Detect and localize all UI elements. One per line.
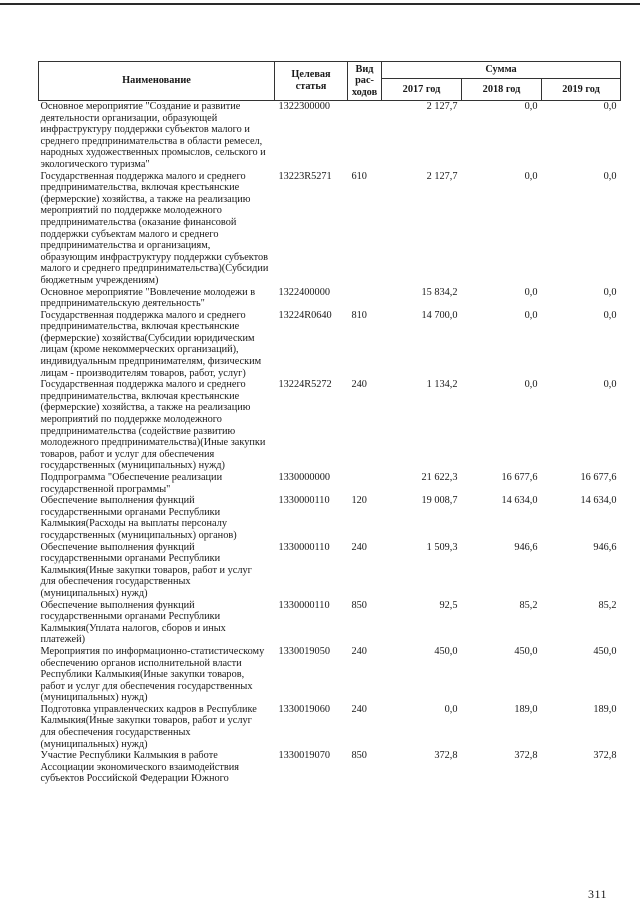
row-sum-2017: 2 127,7 bbox=[426, 170, 458, 182]
row-expense-type: 240 bbox=[351, 645, 367, 657]
row-sum-2018: 372,8 bbox=[514, 750, 538, 762]
row-sum-2017: 92,5 bbox=[439, 599, 458, 611]
row-target-code: 13224R0640 bbox=[278, 309, 332, 321]
row-expense-type bbox=[348, 287, 382, 310]
row-expense-type bbox=[348, 101, 382, 171]
row-sum-2018: 85,2 bbox=[519, 599, 538, 611]
row-sum-2018: 0,0 bbox=[524, 309, 538, 321]
budget-page bbox=[38, 61, 620, 785]
table-row bbox=[39, 495, 621, 541]
row-name: Обеспечение выполнения функций государственными органами Республики Калмыкия(Расходы на выплаты персоналу государственных (муниципальных) органов) bbox=[40, 495, 237, 541]
row-name: Обеспечение выполнения функций государственными органами Республики Калмыкия(Иные закупки товаров, работ и услуг для обеспечения государственных (муниципальных) нужд) bbox=[40, 541, 252, 599]
row-sum-2017: 372,8 bbox=[434, 750, 458, 762]
header-year-2018: 2018 год bbox=[462, 79, 542, 101]
row-name: Обеспечение выполнения функций государственными органами Республики Калмыкия(Уплата налогов, сборов и иных платежей) bbox=[40, 599, 226, 646]
row-sum-2017: 1 134,2 bbox=[426, 379, 458, 391]
row-name: Государственная поддержка малого и среднего предпринимательства, включая крестьянские (фермерские) хозяйства(Субсидии юридическим лицам (кроме некоммерческих организаций), индивидуальным предпринимателям, физическим лицам - производителям товаров, работ, услуг) bbox=[40, 309, 262, 379]
scan-top-border bbox=[0, 3, 640, 5]
table-row bbox=[39, 287, 621, 310]
row-sum-2018: 450,0 bbox=[514, 645, 538, 657]
row-name: Подготовка управленческих кадров в Республике Калмыкия(Иные закупки товаров, работ и услуг для обеспечения государственных (муниципальных) нужд) bbox=[40, 703, 257, 750]
row-sum-2019: 0,0 bbox=[603, 101, 617, 112]
row-sum-2019: 189,0 bbox=[593, 703, 617, 715]
row-sum-2019: 0,0 bbox=[603, 286, 617, 298]
header-year-2017: 2017 год bbox=[382, 79, 462, 101]
row-expense-type: 240 bbox=[351, 703, 367, 715]
header-code: Целевая статья bbox=[275, 62, 348, 101]
row-sum-2019: 85,2 bbox=[598, 599, 617, 611]
row-sum-2018: 14 634,0 bbox=[501, 495, 538, 507]
row-sum-2018: 0,0 bbox=[524, 379, 538, 391]
row-expense-type: 810 bbox=[351, 309, 367, 321]
row-expense-type bbox=[348, 472, 382, 495]
row-expense-type: 610 bbox=[351, 170, 367, 182]
row-sum-2018: 0,0 bbox=[524, 170, 538, 182]
row-name: Подпрограмма "Обеспечение реализации государственной программы" bbox=[40, 472, 223, 495]
row-name: Государственная поддержка малого и среднего предпринимательства, включая крестьянские (фермерские) хозяйства, а также на реализацию мероприятий по поддержке молодежного предпринимательства (содействие развитию молодежного предпринимательства)(Иные закупки товаров, работ и услуг для обеспечения государственных (муниципальных) нужд) bbox=[40, 379, 266, 472]
row-sum-2018: 16 677,6 bbox=[501, 472, 538, 483]
row-target-code: 1330019060 bbox=[278, 703, 330, 715]
row-sum-2017: 14 700,0 bbox=[421, 309, 458, 321]
row-name: Мероприятия по информационно-статистическому обеспечению органов исполнительной власти Республики Калмыкия(Иные закупки товаров, работ и услуг для обеспечения государственных (муниципальных) нужд) bbox=[40, 645, 265, 704]
row-target-code: 13224R5272 bbox=[278, 379, 332, 391]
row-target-code: 1330000110 bbox=[278, 599, 330, 611]
row-expense-type: 240 bbox=[351, 379, 367, 391]
row-expense-type: 850 bbox=[351, 750, 367, 762]
row-sum-2017: 450,0 bbox=[434, 645, 458, 657]
row-sum-2018: 946,6 bbox=[514, 541, 538, 553]
header-type: Вид рас-ходов bbox=[348, 62, 382, 101]
row-sum-2019: 14 634,0 bbox=[580, 495, 617, 507]
row-name: Основное мероприятие "Вовлечение молодежи в предпринимательскую деятельность" bbox=[40, 286, 256, 310]
row-sum-2019: 0,0 bbox=[603, 309, 617, 321]
budget-table bbox=[38, 61, 621, 785]
row-target-code: 1330000110 bbox=[278, 541, 330, 553]
row-sum-2017: 15 834,2 bbox=[421, 286, 458, 298]
row-sum-2018: 189,0 bbox=[514, 703, 538, 715]
row-target-code: 13223R5271 bbox=[278, 170, 332, 182]
row-sum-2019: 0,0 bbox=[603, 379, 617, 391]
table-row bbox=[39, 750, 621, 785]
header-sum: Сумма bbox=[382, 62, 621, 79]
row-expense-type: 120 bbox=[351, 495, 367, 507]
row-sum-2019: 16 677,6 bbox=[580, 472, 617, 483]
page-number: 311 bbox=[588, 887, 608, 901]
row-target-code: 1330000000 bbox=[278, 472, 330, 483]
row-sum-2017: 19 008,7 bbox=[421, 495, 458, 507]
row-sum-2017: 0,0 bbox=[444, 703, 458, 715]
table-header bbox=[39, 62, 621, 101]
row-sum-2018: 0,0 bbox=[524, 101, 538, 112]
table-row bbox=[39, 379, 621, 472]
row-target-code: 1330019050 bbox=[278, 645, 330, 657]
row-sum-2017: 2 127,7 bbox=[426, 101, 458, 112]
table-row bbox=[39, 646, 621, 704]
header-name: Наименование bbox=[39, 62, 275, 101]
table-body bbox=[39, 101, 621, 786]
row-target-code: 1330019070 bbox=[278, 750, 330, 762]
row-sum-2017: 1 509,3 bbox=[426, 541, 458, 553]
row-sum-2017: 21 622,3 bbox=[421, 472, 458, 483]
table-row bbox=[39, 542, 621, 600]
row-sum-2019: 450,0 bbox=[593, 645, 617, 657]
table-row bbox=[39, 310, 621, 380]
row-sum-2019: 372,8 bbox=[593, 750, 617, 762]
table-row bbox=[39, 472, 621, 495]
row-sum-2019: 946,6 bbox=[593, 541, 617, 553]
row-name: Основное мероприятие "Создание и развитие деятельности организации, образующей инфраструктуру поддержки субъектов малого и среднего предпринимательства в области ремесел, народных художественных промыслов, сельского и экологического туризма" bbox=[40, 101, 266, 170]
table-row bbox=[39, 704, 621, 750]
table-row bbox=[39, 171, 621, 287]
row-target-code: 1330000110 bbox=[278, 495, 330, 507]
header-year-2019: 2019 год bbox=[542, 79, 621, 101]
row-target-code: 1322300000 bbox=[278, 101, 330, 112]
row-target-code: 1322400000 bbox=[278, 286, 330, 298]
row-name: Государственная поддержка малого и среднего предпринимательства, включая крестьянские (фермерские) хозяйства, а также на реализацию мероприятий по поддержке молодежного предпринимательства (оказание финансовой поддержки субъектам малого и среднего предпринимательства и организациям, образующим инфраструктуру поддержки субъектов малого и среднего предпринимательства)(Субсидии бюджетным учреждениям) bbox=[40, 170, 269, 286]
row-sum-2019: 0,0 bbox=[603, 170, 617, 182]
row-expense-type: 240 bbox=[351, 541, 367, 553]
row-expense-type: 850 bbox=[351, 599, 367, 611]
table-row bbox=[39, 600, 621, 646]
row-name: Участие Республики Калмыкия в работе Ассоциации экономического взаимодействия субъектов Российской Федерации Южного bbox=[40, 750, 239, 785]
row-sum-2018: 0,0 bbox=[524, 286, 538, 298]
table-row bbox=[39, 101, 621, 171]
